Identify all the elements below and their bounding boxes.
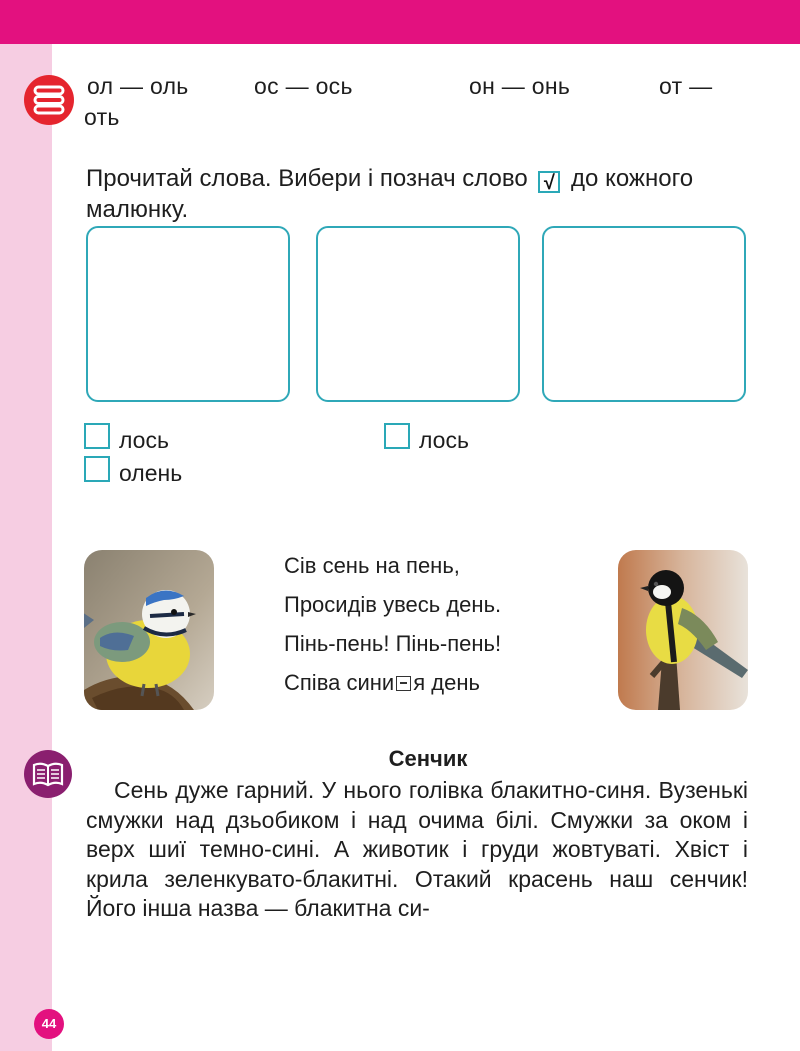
side-strip — [0, 44, 52, 1051]
task-instruction — [86, 163, 766, 225]
great-tit-photo — [618, 550, 748, 710]
poem-line-with-gap — [284, 663, 501, 702]
syllable-pair: он — онь — [469, 73, 571, 99]
top-bar — [0, 0, 800, 44]
answer-checkbox[interactable] — [84, 423, 110, 449]
story-title: Сенчик — [388, 746, 468, 771]
poem-line: Пінь-пень! Пінь-пень! — [284, 631, 502, 656]
poem-line-end: я день — [413, 670, 480, 695]
poem-line: Сів сень на пень, — [284, 553, 460, 578]
story-text: Сень дуже гарний. У нього голівка блакитно-синя. Вузенькі смужки над дзьобиком і над очима білі. Смужки за оком і верх шиї темно-сині. А животик і груди жовтуваті. Хвіст і крила зеленкувато-блакитні. Отакий красень наш сенчик! Його інша назва — блакитна си- — [86, 777, 748, 921]
missing-letter-box[interactable] — [396, 676, 411, 691]
picture-box-1 — [86, 226, 290, 402]
books-icon — [24, 75, 74, 125]
syllable-pair: ос — ось — [254, 73, 353, 99]
picture-box-2 — [316, 226, 520, 402]
option-word: лось — [119, 427, 169, 453]
poem — [284, 546, 501, 702]
task-text-end: до кожного малюнку. — [86, 165, 694, 223]
poem-line: Просидів увесь день. — [284, 592, 502, 617]
checkmark-sample-box: √ — [538, 171, 560, 193]
syllable-pair: оть — [84, 104, 120, 130]
answer-checkbox[interactable] — [384, 423, 410, 449]
syllable-pair: ол — оль — [87, 73, 189, 99]
answer-checkbox[interactable] — [84, 456, 110, 482]
page-number: 44 — [34, 1009, 64, 1039]
poem-line-start: Співа сини — [284, 670, 395, 695]
picture-box-3 — [542, 226, 746, 402]
option-word: олень — [119, 460, 183, 486]
blue-tit-photo — [84, 550, 214, 710]
syllable-pair: от — — [659, 73, 713, 99]
task-text: Прочитай слова. Вибери і познач слово — [86, 165, 528, 192]
story-text-block — [86, 776, 748, 924]
option-word: лось — [419, 427, 469, 453]
